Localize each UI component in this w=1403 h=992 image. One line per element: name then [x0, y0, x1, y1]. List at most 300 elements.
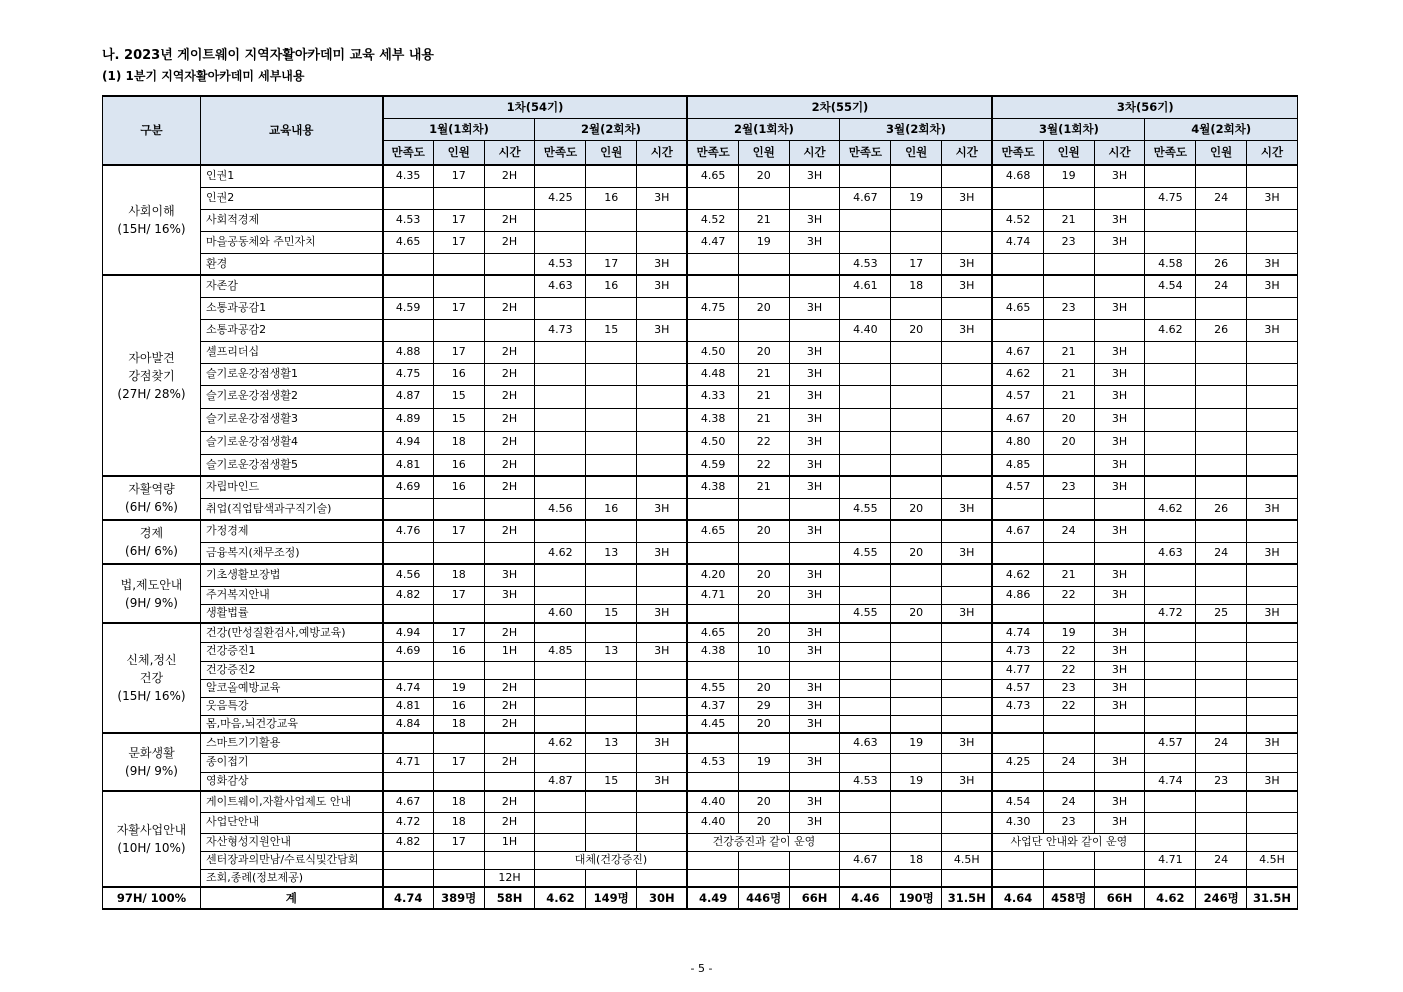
value-cell: 4.73: [535, 319, 586, 341]
value-cell: [484, 604, 535, 623]
value-cell: [942, 297, 993, 319]
value-cell: [738, 275, 789, 297]
content-cell: 자립마인드: [201, 476, 383, 498]
value-cell: [840, 586, 891, 604]
value-cell: 13: [586, 542, 637, 564]
value-cell: 4.94: [383, 431, 434, 454]
value-cell: [586, 363, 637, 385]
value-cell: [1247, 454, 1298, 476]
value-cell: 4.75: [383, 363, 434, 385]
value-cell: 3H: [1094, 363, 1145, 385]
header-month-1: 1월(1회차): [383, 119, 535, 141]
value-cell: [789, 772, 840, 791]
value-cell: 4.50: [687, 431, 738, 454]
table-row: [103, 623, 1298, 642]
value-cell: 21: [738, 385, 789, 408]
value-cell: [942, 231, 993, 253]
value-cell: 20: [738, 791, 789, 812]
value-cell: 10: [738, 642, 789, 661]
header-metric: 인원: [1196, 141, 1247, 166]
value-cell: 4.67: [992, 408, 1043, 431]
value-cell: [1196, 209, 1247, 231]
value-cell: 4.62: [992, 564, 1043, 586]
category-cell: 신체,정신 건강 (15H/ 16%): [103, 623, 201, 733]
value-cell: [1094, 542, 1145, 564]
content-cell: 인권2: [201, 187, 383, 209]
value-cell: [1196, 341, 1247, 363]
value-cell: 24: [1196, 542, 1247, 564]
value-cell: [433, 851, 484, 869]
value-cell: [992, 733, 1043, 753]
header-metric: 만족도: [992, 141, 1043, 166]
value-cell: 4.63: [535, 275, 586, 297]
value-cell: 3H: [1094, 753, 1145, 772]
value-cell: [383, 187, 434, 209]
value-cell: [891, 715, 942, 733]
value-cell: [942, 753, 993, 772]
value-cell: [586, 661, 637, 679]
value-cell: 23: [1043, 476, 1094, 498]
value-cell: [789, 542, 840, 564]
total-value-cell: 246명: [1196, 887, 1247, 909]
value-cell: [535, 408, 586, 431]
value-cell: 4.85: [535, 642, 586, 661]
table-row: [103, 275, 1298, 297]
table-row: [103, 772, 1298, 791]
value-cell: 4.50: [687, 341, 738, 363]
value-cell: 3H: [789, 812, 840, 833]
header-row-rounds: [103, 96, 1298, 119]
value-cell: 21: [738, 363, 789, 385]
value-cell: 20: [738, 297, 789, 319]
value-cell: [1196, 869, 1247, 887]
value-cell: [535, 833, 586, 851]
value-cell: 3H: [637, 275, 688, 297]
value-cell: [586, 697, 637, 715]
value-cell: 19: [738, 753, 789, 772]
value-cell: 4.74: [992, 623, 1043, 642]
value-cell: [1145, 363, 1196, 385]
value-cell: [637, 586, 688, 604]
value-cell: [383, 604, 434, 623]
value-cell: 3H: [1094, 454, 1145, 476]
content-cell: 건강증진2: [201, 661, 383, 679]
value-cell: [637, 791, 688, 812]
value-cell: 20: [738, 520, 789, 542]
value-cell: [1196, 812, 1247, 833]
value-cell: [1196, 564, 1247, 586]
value-cell: [637, 869, 688, 887]
value-cell: [891, 661, 942, 679]
value-cell: 3H: [1247, 498, 1298, 520]
value-cell: 13: [586, 642, 637, 661]
value-cell: 4.85: [992, 454, 1043, 476]
value-cell: [1145, 564, 1196, 586]
value-cell: 4.82: [383, 833, 434, 851]
value-cell: 4.81: [383, 454, 434, 476]
value-cell: 4.55: [840, 542, 891, 564]
value-cell: [840, 564, 891, 586]
value-cell: 4.67: [992, 341, 1043, 363]
total-name: 계: [201, 887, 383, 909]
value-cell: [1247, 869, 1298, 887]
value-cell: [992, 187, 1043, 209]
value-cell: [586, 623, 637, 642]
value-cell: [433, 498, 484, 520]
total-value-cell: 4.64: [992, 887, 1043, 909]
value-cell: 3H: [637, 253, 688, 275]
value-cell: [1145, 812, 1196, 833]
value-cell: [637, 297, 688, 319]
value-cell: [1247, 209, 1298, 231]
table-row: [103, 253, 1298, 275]
content-cell: 주거복지안내: [201, 586, 383, 604]
value-cell: [891, 408, 942, 431]
content-cell: 스마트기기활용: [201, 733, 383, 753]
value-cell: [1043, 498, 1094, 520]
value-cell: [433, 253, 484, 275]
value-cell: 4.33: [687, 385, 738, 408]
value-cell: 3H: [637, 498, 688, 520]
value-cell: 21: [738, 476, 789, 498]
value-cell: 3H: [1094, 642, 1145, 661]
value-cell: 3H: [1094, 791, 1145, 812]
value-cell: [1247, 679, 1298, 697]
content-cell: 슬기로운강점생활1: [201, 363, 383, 385]
value-cell: 3H: [1094, 297, 1145, 319]
value-cell: [1196, 431, 1247, 454]
value-cell: [535, 520, 586, 542]
content-cell: 슬기로운강점생활5: [201, 454, 383, 476]
value-cell: 20: [738, 564, 789, 586]
value-cell: 22: [738, 431, 789, 454]
total-value-cell: 31.5H: [942, 887, 993, 909]
value-cell: [535, 715, 586, 733]
value-cell: [383, 661, 434, 679]
value-cell: 4.62: [1145, 498, 1196, 520]
value-cell: [891, 520, 942, 542]
table-row: [103, 642, 1298, 661]
value-cell: 2H: [484, 697, 535, 715]
value-cell: [840, 454, 891, 476]
category-cell: 자활역량 (6H/ 6%): [103, 476, 201, 520]
value-cell: [586, 231, 637, 253]
table-row: [103, 363, 1298, 385]
note-cell: 대체(건강증진): [535, 851, 687, 869]
value-cell: 17: [433, 753, 484, 772]
value-cell: 3H: [789, 642, 840, 661]
value-cell: [1145, 476, 1196, 498]
table-row: [103, 564, 1298, 586]
value-cell: 4.55: [840, 604, 891, 623]
table-row: [103, 869, 1298, 887]
value-cell: [840, 520, 891, 542]
value-cell: 16: [433, 363, 484, 385]
value-cell: 3H: [484, 586, 535, 604]
value-cell: [1247, 623, 1298, 642]
value-cell: [738, 604, 789, 623]
value-cell: 3H: [1094, 209, 1145, 231]
value-cell: [1145, 715, 1196, 733]
value-cell: [1247, 408, 1298, 431]
value-cell: 17: [433, 520, 484, 542]
value-cell: 3H: [1247, 275, 1298, 297]
value-cell: [1196, 791, 1247, 812]
value-cell: 4.94: [383, 623, 434, 642]
value-cell: [535, 661, 586, 679]
table-row: [103, 231, 1298, 253]
value-cell: [637, 697, 688, 715]
value-cell: [891, 623, 942, 642]
value-cell: [840, 791, 891, 812]
value-cell: 4.62: [535, 733, 586, 753]
value-cell: [942, 341, 993, 363]
value-cell: [891, 791, 942, 812]
value-cell: [433, 869, 484, 887]
table-row: [103, 733, 1298, 753]
value-cell: [535, 586, 586, 604]
header-month-4: 3월(2회차): [840, 119, 992, 141]
value-cell: 4.89: [383, 408, 434, 431]
table-row: [103, 679, 1298, 697]
value-cell: [586, 431, 637, 454]
value-cell: [484, 772, 535, 791]
value-cell: 4.74: [383, 679, 434, 697]
table-row: [103, 833, 1298, 851]
value-cell: [687, 851, 738, 869]
value-cell: [942, 408, 993, 431]
content-cell: 생활법률: [201, 604, 383, 623]
section-subheading: (1) 1분기 지역자활아카데미 세부내용: [102, 69, 305, 83]
value-cell: [789, 275, 840, 297]
value-cell: [789, 604, 840, 623]
value-cell: 3H: [637, 772, 688, 791]
value-cell: 3H: [637, 642, 688, 661]
value-cell: [586, 564, 637, 586]
value-cell: [637, 231, 688, 253]
value-cell: 4.62: [1145, 319, 1196, 341]
total-value-cell: 66H: [789, 887, 840, 909]
header-category: 구분: [103, 96, 201, 165]
value-cell: [840, 341, 891, 363]
value-cell: 24: [1043, 791, 1094, 812]
value-cell: [840, 833, 891, 851]
value-cell: 4.25: [992, 753, 1043, 772]
value-cell: 16: [586, 498, 637, 520]
value-cell: [586, 341, 637, 363]
value-cell: [840, 297, 891, 319]
value-cell: [942, 363, 993, 385]
value-cell: 21: [1043, 564, 1094, 586]
value-cell: 17: [433, 209, 484, 231]
value-cell: 21: [738, 408, 789, 431]
value-cell: 4.40: [687, 812, 738, 833]
value-cell: [637, 476, 688, 498]
value-cell: [992, 851, 1043, 869]
value-cell: [840, 431, 891, 454]
value-cell: [942, 679, 993, 697]
value-cell: [738, 869, 789, 887]
value-cell: 18: [433, 791, 484, 812]
value-cell: [1145, 697, 1196, 715]
value-cell: [687, 253, 738, 275]
table-row: [103, 520, 1298, 542]
value-cell: [637, 753, 688, 772]
total-value-cell: 4.49: [687, 887, 738, 909]
value-cell: [738, 253, 789, 275]
value-cell: 4.20: [687, 564, 738, 586]
value-cell: 17: [433, 231, 484, 253]
value-cell: [942, 385, 993, 408]
value-cell: 4.87: [535, 772, 586, 791]
value-cell: 4.81: [383, 697, 434, 715]
value-cell: 15: [586, 772, 637, 791]
table-row: [103, 297, 1298, 319]
value-cell: [1145, 869, 1196, 887]
value-cell: [1043, 851, 1094, 869]
value-cell: 3H: [789, 385, 840, 408]
value-cell: [1247, 385, 1298, 408]
value-cell: [535, 454, 586, 476]
value-cell: 3H: [1094, 812, 1145, 833]
value-cell: [1043, 869, 1094, 887]
value-cell: [1247, 476, 1298, 498]
value-cell: [1145, 833, 1196, 851]
value-cell: [535, 679, 586, 697]
value-cell: [738, 772, 789, 791]
value-cell: 23: [1043, 297, 1094, 319]
value-cell: 3H: [1247, 253, 1298, 275]
value-cell: 4.38: [687, 476, 738, 498]
value-cell: [383, 733, 434, 753]
value-cell: [637, 833, 688, 851]
value-cell: 4.65: [383, 231, 434, 253]
value-cell: 3H: [1247, 187, 1298, 209]
value-cell: 4.77: [992, 661, 1043, 679]
value-cell: 2H: [484, 209, 535, 231]
value-cell: 4.56: [535, 498, 586, 520]
value-cell: [1145, 679, 1196, 697]
value-cell: [433, 319, 484, 341]
value-cell: 4.47: [687, 231, 738, 253]
value-cell: [942, 833, 993, 851]
value-cell: 4.65: [687, 623, 738, 642]
value-cell: 20: [891, 604, 942, 623]
table-row: [103, 187, 1298, 209]
table-row: [103, 791, 1298, 812]
value-cell: [1043, 772, 1094, 791]
value-cell: 3H: [789, 231, 840, 253]
value-cell: [637, 408, 688, 431]
value-cell: 4.69: [383, 476, 434, 498]
value-cell: 21: [1043, 385, 1094, 408]
value-cell: 4.62: [992, 363, 1043, 385]
value-cell: 4.58: [1145, 253, 1196, 275]
value-cell: [586, 869, 637, 887]
value-cell: 3H: [789, 697, 840, 715]
content-cell: 금융복지(채무조정): [201, 542, 383, 564]
value-cell: 3H: [637, 733, 688, 753]
value-cell: 4.86: [992, 586, 1043, 604]
table-row: [103, 851, 1298, 869]
value-cell: 4.53: [383, 209, 434, 231]
value-cell: 23: [1043, 679, 1094, 697]
value-cell: 18: [433, 431, 484, 454]
value-cell: 19: [433, 679, 484, 697]
value-cell: [637, 385, 688, 408]
header-metric: 인원: [891, 141, 942, 166]
value-cell: 4.5H: [942, 851, 993, 869]
content-cell: 건강(만성질환검사,예방교육): [201, 623, 383, 642]
value-cell: [1145, 791, 1196, 812]
value-cell: 22: [738, 454, 789, 476]
value-cell: 3H: [637, 542, 688, 564]
value-cell: [992, 715, 1043, 733]
value-cell: [637, 623, 688, 642]
value-cell: 3H: [1094, 697, 1145, 715]
value-cell: 2H: [484, 297, 535, 319]
value-cell: 4.57: [992, 679, 1043, 697]
value-cell: [1247, 642, 1298, 661]
value-cell: [1196, 520, 1247, 542]
value-cell: 2H: [484, 165, 535, 187]
header-round-2: 2차(55기): [687, 96, 992, 119]
value-cell: [942, 812, 993, 833]
value-cell: [840, 231, 891, 253]
value-cell: 16: [433, 454, 484, 476]
value-cell: 3H: [789, 753, 840, 772]
value-cell: 19: [738, 231, 789, 253]
value-cell: [942, 715, 993, 733]
content-cell: 사업단안내: [201, 812, 383, 833]
value-cell: 2H: [484, 679, 535, 697]
header-metric: 인원: [586, 141, 637, 166]
value-cell: [1196, 642, 1247, 661]
value-cell: [891, 642, 942, 661]
value-cell: [738, 542, 789, 564]
value-cell: [1043, 275, 1094, 297]
header-metric: 만족도: [535, 141, 586, 166]
value-cell: [1196, 679, 1247, 697]
value-cell: [942, 697, 993, 715]
value-cell: [891, 679, 942, 697]
value-cell: 15: [433, 408, 484, 431]
value-cell: 4.35: [383, 165, 434, 187]
value-cell: [840, 385, 891, 408]
value-cell: 13: [586, 733, 637, 753]
value-cell: [992, 542, 1043, 564]
value-cell: 2H: [484, 231, 535, 253]
page-number: - 5 -: [690, 962, 713, 975]
content-cell: 인권1: [201, 165, 383, 187]
value-cell: [687, 733, 738, 753]
table-row: [103, 498, 1298, 520]
header-metric: 인원: [1043, 141, 1094, 166]
value-cell: [738, 498, 789, 520]
value-cell: [586, 753, 637, 772]
value-cell: [383, 869, 434, 887]
value-cell: [789, 733, 840, 753]
value-cell: [586, 454, 637, 476]
value-cell: 3H: [789, 431, 840, 454]
value-cell: 17: [433, 341, 484, 363]
note-cell: 사업단 안내와 같이 운영: [992, 833, 1144, 851]
value-cell: 4.60: [535, 604, 586, 623]
table-row: [103, 753, 1298, 772]
value-cell: [840, 753, 891, 772]
value-cell: [942, 431, 993, 454]
value-cell: 15: [586, 319, 637, 341]
